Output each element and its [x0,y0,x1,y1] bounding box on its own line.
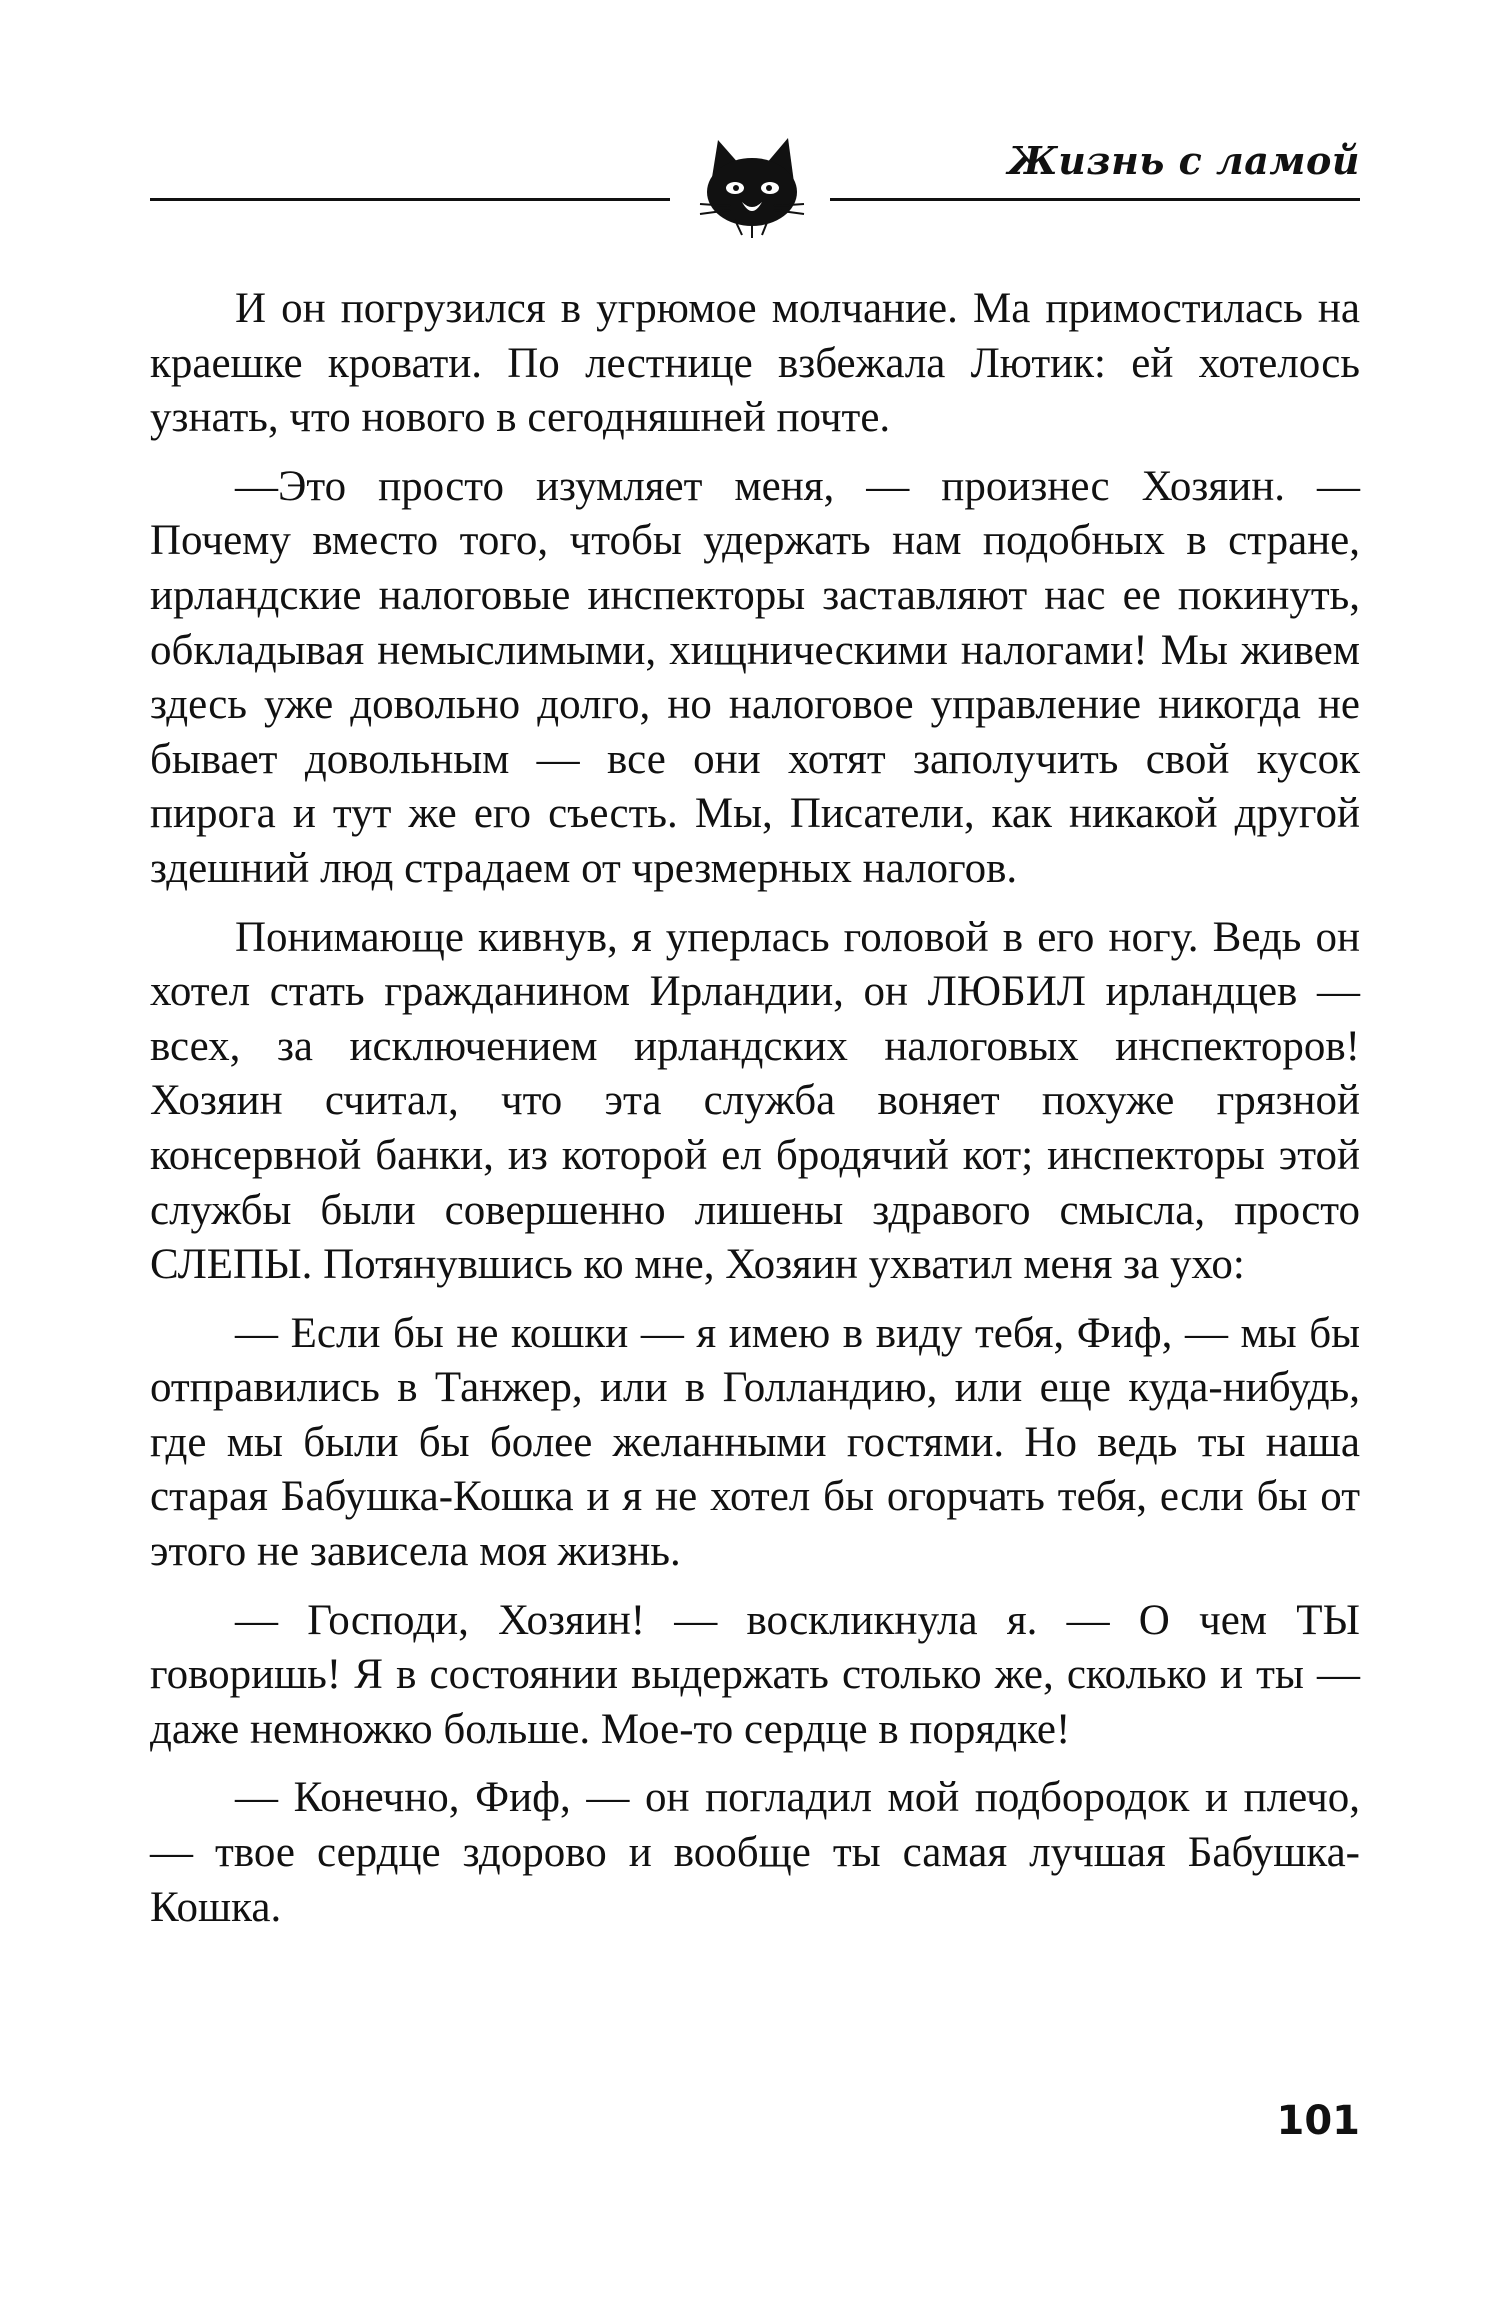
paragraph: И он погрузился в угрюмое молчание. Ма примостилась на краешке кровати. По лестнице взбежала Лютик: ей хотелось узнать, что нового в сегодняшней почте. [150,285,1360,442]
header-rule-right [830,198,1360,201]
paragraph: Понимающе кивнув, я уперлась головой в его ногу. Ведь он хотел стать гражданином Ирландии, он ЛЮБИЛ ирландцев — всех, за исключением ирландских налоговых инспекторов! Хозяин считал, что эта служба воняет похуже грязной консервной банки, из которой ел бродячий кот; инспекторы этой службы были совершенно лишены здравого смысла, просто СЛЕПЫ. Потянувшись ко мне, Хозяин ухватил меня за ухо: [150,913,1360,1289]
cat-head-icon [680,120,825,238]
body-text [150,282,1360,1949]
paragraph: —Это просто изумляет меня, — произнес Хозяин. — Почему вместо того, чтобы удержать нам подобных в стране, ирландские налоговые инспекторы заставляют нас ее покинуть, обкладывая немыслимыми, хищническими налогами! Мы живем здесь уже довольно долго, но налоговое управление никогда не бывает довольным — все они хотят заполучить свой кусок пирога и тут же его съесть. Мы, Писатели, как никакой другой здешний люд страдаем от чрезмерных налогов. [150,462,1360,892]
header-rule-left [150,198,670,201]
paragraph: — Если бы не кошки — я имею в виду тебя, Фиф, — мы бы отправились в Танжер, или в Голландию, или еще куда-нибудь, где мы были бы более желанными гостями. Но ведь ты наша старая Бабушка-Кошка и я не хотел бы огорчать тебя, если бы от этого не зависела моя жизнь. [150,1309,1360,1576]
paragraph: — Господи, Хозяин! — воскликнула я. — О чем ТЫ говоришь! Я в состоянии выдержать столько же, сколько и ты — даже немножко больше. Мое-то сердце в порядке! [150,1596,1360,1753]
page-number: 101 [1276,2098,1360,2144]
paragraph: — Конечно, Фиф, — он погладил мой подбородок и плечо, — твое сердце здорово и вообще ты самая лучшая Бабушка-Кошка. [150,1774,1360,1931]
running-title: Жизнь с ламой [1007,138,1360,183]
running-header [150,120,1360,240]
